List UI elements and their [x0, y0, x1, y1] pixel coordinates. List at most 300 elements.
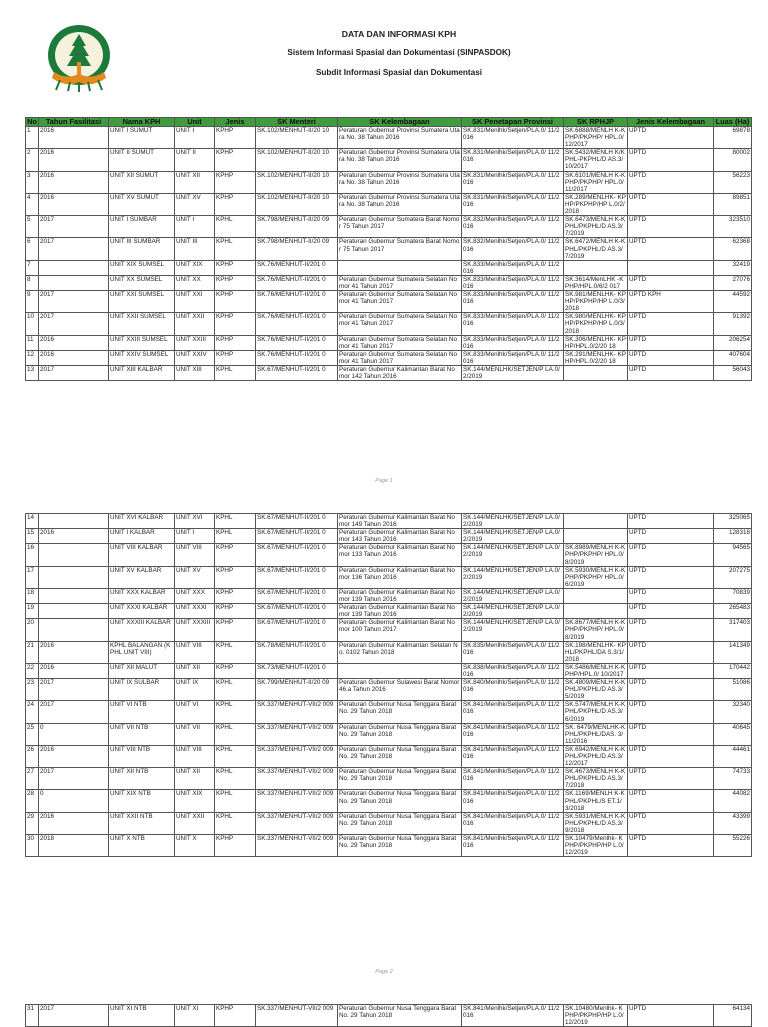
column-header-sk-rphjp: SK RPHJP — [564, 118, 628, 127]
table-row — [26, 291, 752, 313]
cell-tahun-fasilitasi: 2017 — [39, 238, 109, 260]
cell-no: 19 — [26, 604, 39, 619]
cell-jenis-kelembagaan: UPTD — [628, 149, 714, 171]
cell-tahun-fasilitasi: 2018 — [39, 835, 109, 857]
cell-no: 12 — [26, 350, 39, 365]
cell-jenis-kelembagaan: UPTD — [628, 619, 714, 641]
cell-jenis: KPHP — [215, 335, 256, 350]
cell-luas: 91392 — [714, 313, 752, 335]
cell-sk-menteri: SK.102/MENHUT-II/20 10 — [256, 127, 338, 149]
cell-jenis: KPHP — [215, 544, 256, 566]
cell-tahun-fasilitasi — [39, 544, 109, 566]
cell-sk-rphjp: SK.10479/Menlhk- KPHP/PKPHP/HP L.0/12/2019 — [564, 835, 628, 857]
cell-jenis-kelembagaan — [628, 260, 714, 275]
cell-sk-menteri: SK.67/MENHUT-II/201 0 — [256, 588, 338, 603]
cell-no: 3 — [26, 171, 39, 193]
table-row — [26, 335, 752, 350]
cell-sk-rphjp: SK.10480/Menlhk- KPHP/PKPHP/HP L.0/12/2019 — [564, 1005, 628, 1027]
cell-sk-menteri: SK.67/MENHUT-II/201 0 — [256, 604, 338, 619]
table-row — [26, 193, 752, 215]
cell-sk-kelembagaan: Peraturan Gubernur Nusa Tenggara Barat No. 29 Tahun 2018 — [338, 723, 462, 745]
cell-sk-penetapan-provinsi: SK.841/Menlhk/Setjen/PLA.0/ 11/2016 — [462, 768, 564, 790]
cell-jenis: KPHL — [215, 679, 256, 701]
table-header-row — [26, 118, 752, 127]
cell-sk-rphjp: SK.291/MENLHK- KPHP/HPL.0/2/20 18 — [565, 350, 626, 365]
table-row — [26, 1005, 752, 1027]
cell-sk-penetapan-provinsi: SK.840/Menlhk/Setjen/PLA.0/ 11/2016 — [462, 679, 564, 701]
cell-jenis: KPHL — [215, 745, 256, 767]
cell-nama-kph: UNIT XXII NTB — [109, 812, 175, 834]
cell-sk-kelembagaan: Peraturan Gubernur Nusa Tenggara Barat No. 29 Tahun 2018 — [338, 790, 462, 812]
cell-unit: UNIT XXIII — [175, 335, 215, 350]
cell-sk-rphjp — [564, 260, 628, 275]
cell-nama-kph: UNIT VIII NTB — [109, 745, 175, 767]
cell-unit: UNIT XX — [175, 275, 215, 290]
cell-no: 27 — [26, 768, 39, 790]
cell-sk-rphjp — [564, 514, 628, 529]
cell-sk-rphjp: SK.6472/MENLH K-KPHL/PKPHL/D AS.3/7/2019 — [564, 238, 628, 260]
cell-unit: UNIT XII — [175, 768, 215, 790]
cell-unit: UNIT IX — [175, 679, 215, 701]
cell-sk-penetapan-provinsi: SK.833/Menlhk/Setjen/PLA.0/ 11/2016 — [462, 350, 564, 365]
cell-unit: UNIT VI — [175, 701, 215, 723]
cell-unit: UNIT XI — [175, 1005, 215, 1027]
cell-no: 24 — [26, 701, 39, 723]
cell-luas: 40645 — [714, 723, 752, 745]
cell-unit: UNIT VII — [175, 723, 215, 745]
cell-sk-penetapan-provinsi: SK.833/Menlhk/Setjen/PLA.0/ 11/2016 — [462, 313, 564, 335]
cell-nama-kph: UNIT VI NTB — [109, 701, 175, 723]
cell-nama-kph: UNIT IX SULBAR — [109, 679, 175, 701]
cell-tahun-fasilitasi: 2016 — [39, 127, 109, 149]
cell-sk-kelembagaan — [338, 260, 462, 275]
cell-jenis: KPHP — [215, 291, 256, 313]
cell-jenis-kelembagaan: UPTD — [628, 350, 714, 365]
cell-sk-kelembagaan: Peraturan Gubernur Sumatera Selatan Nomor 41 Tahun 2017 — [338, 335, 462, 350]
cell-sk-kelembagaan: Peraturan Gubernur Provinsi Sumatera Utara No. 38 Tahun 2016 — [338, 171, 462, 193]
table-row — [26, 745, 752, 767]
cell-jenis: KPHL — [215, 812, 256, 834]
cell-luas: 55226 — [714, 835, 752, 857]
cell-nama-kph: UNIT I SUMUT — [109, 127, 175, 149]
cell-sk-menteri: SK.67/MENHUT-II/201 0 — [256, 544, 338, 566]
cell-jenis: KPHP — [215, 193, 256, 215]
cell-jenis: KPHP — [215, 260, 256, 275]
cell-sk-penetapan-provinsi: SK.144/MENLHK/SETJEN/P LA.0/2/2019 — [462, 544, 564, 566]
cell-sk-kelembagaan — [338, 663, 462, 678]
cell-no: 18 — [26, 588, 39, 603]
cell-no: 22 — [26, 663, 39, 678]
cell-sk-kelembagaan: Peraturan Gubernur Nusa Tenggara Barat No. 29 Tahun 2018 — [338, 812, 462, 834]
cell-sk-kelembagaan: Peraturan Gubernur Kalimantan Selatan No. 0102 Tahun 2018 — [338, 641, 462, 663]
cell-sk-menteri: SK.798/MENHUT-II/20 09 — [256, 216, 338, 238]
cell-sk-kelembagaan: Peraturan Gubernur Kalimantan Barat Nomor 139 Tahun 2016 — [338, 588, 462, 603]
cell-jenis: KPHP — [215, 835, 256, 857]
cell-sk-penetapan-provinsi: SK.841/Menlhk/Setjen/PLA.0/ 11/2016 — [462, 1005, 564, 1027]
table-row — [26, 127, 752, 149]
cell-jenis-kelembagaan: UPTD — [628, 812, 714, 834]
cell-sk-menteri: SK.67/MENHUT-II/201 0 — [256, 366, 338, 381]
cell-sk-rphjp: SK. 6479/MENLHK-K PHL/PKPHL/DAS. 3/11/2016 — [564, 723, 628, 745]
cell-unit: UNIT XIII — [175, 366, 215, 381]
cell-luas: 323510 — [714, 216, 752, 238]
cell-sk-rphjp: SK.4809/MENLH K-KPHL/PKPHL/D AS.3/5/2019 — [564, 679, 628, 701]
cell-luas: 141349 — [714, 641, 752, 663]
cell-sk-kelembagaan: Peraturan Gubernur Sumatera Barat Nomor 75 Tahun 2017 — [338, 238, 462, 260]
cell-unit: UNIT I — [175, 127, 215, 149]
table-row — [26, 366, 752, 381]
cell-unit: UNIT VIII — [175, 745, 215, 767]
cell-jenis-kelembagaan: UPTD — [628, 835, 714, 857]
cell-luas: 74733 — [714, 768, 752, 790]
cell-sk-menteri: SK.76/MENHUT-II/201 0 — [256, 275, 338, 290]
cell-no: 4 — [26, 193, 39, 215]
cell-no: 6 — [26, 238, 39, 260]
cell-sk-menteri: SK.337/MENHUT-VII/2 009 — [256, 745, 338, 767]
cell-jenis: KPHP — [215, 619, 256, 641]
cell-sk-rphjp: SK.980/MENLHK- KPHP/PKPHP/HP L.0/3/2018 — [565, 313, 626, 335]
cell-nama-kph: UNIT XI NTB — [109, 1005, 175, 1027]
cell-jenis-kelembagaan: UPTD — [628, 313, 714, 335]
cell-sk-penetapan-provinsi: SK.833/Menlhk/Setjen/PLA.0/ 11/2016 — [462, 260, 564, 275]
cell-no: 7 — [26, 260, 39, 275]
cell-nama-kph: UNIT II SUMUT — [109, 149, 175, 171]
cell-jenis: KPHL — [215, 529, 256, 544]
cell-no: 1 — [26, 127, 39, 149]
cell-tahun-fasilitasi: 2017 — [39, 313, 109, 335]
table-row — [26, 835, 752, 857]
cell-sk-kelembagaan: Peraturan Gubernur Sumatera Selatan Nomor 41 Tahun 2017 — [338, 275, 462, 290]
table-row — [26, 275, 752, 290]
cell-sk-rphjp: SK.6101/MENLH K-KPHP/PKPHP/ HPL.0/11/2017 — [564, 171, 628, 193]
column-header-jenis: Jenis — [215, 118, 256, 127]
cell-tahun-fasilitasi — [39, 514, 109, 529]
table-row — [26, 604, 752, 619]
cell-luas: 170442 — [714, 663, 752, 678]
cell-no: 25 — [26, 723, 39, 745]
cell-nama-kph: UNIT X NTB — [109, 835, 175, 857]
cell-sk-menteri: SK.73/MENHUT-II/201 0 — [256, 663, 338, 678]
cell-sk-menteri: SK.67/MENHUT-II/201 0 — [256, 619, 338, 641]
cell-luas: 80002 — [714, 149, 752, 171]
cell-nama-kph: UNIT XXX KALBAR — [109, 588, 175, 603]
cell-nama-kph: UNIT XV KALBAR — [109, 566, 175, 588]
cell-nama-kph: UNIT XII MALUT — [109, 663, 175, 678]
cell-sk-penetapan-provinsi: SK.144/MENLHK/SETJEN/P LA.0/2/2019 — [462, 529, 564, 544]
cell-jenis: KPHL — [215, 216, 256, 238]
cell-jenis-kelembagaan: UPTD — [628, 701, 714, 723]
cell-sk-rphjp: SK.1169/MENLH K-KPHL/PKPHL/S ET.1/3/2018 — [564, 790, 628, 812]
kph-data-table-page-1 — [25, 117, 752, 381]
cell-sk-penetapan-provinsi: SK.144/MENLHK/SETJEN/P LA.0/2/2019 — [462, 619, 564, 641]
cell-tahun-fasilitasi: 2016 — [39, 663, 109, 678]
cell-tahun-fasilitasi — [39, 275, 109, 290]
table-row — [26, 514, 752, 529]
cell-jenis-kelembagaan: UPTD — [628, 641, 714, 663]
page-number-2: Page 2 — [375, 969, 393, 975]
cell-unit: UNIT X — [175, 835, 215, 857]
cell-sk-menteri: SK.337/MENHUT-VII/2 009 — [256, 1005, 338, 1027]
cell-jenis-kelembagaan: UPTD — [628, 790, 714, 812]
table-row — [26, 350, 752, 365]
table-row — [26, 701, 752, 723]
cell-tahun-fasilitasi: 2017 — [39, 291, 109, 313]
cell-unit: UNIT XXXIII — [175, 619, 215, 641]
cell-unit: UNIT XV — [175, 193, 215, 215]
cell-sk-kelembagaan: Peraturan Gubernur Nusa Tenggara Barat No. 29 Tahun 2018 — [338, 701, 462, 723]
cell-no: 13 — [26, 366, 39, 381]
cell-sk-kelembagaan: Peraturan Gubernur Sumatera Selatan Nomor 41 Tahun 2017 — [338, 291, 462, 313]
cell-sk-menteri: SK.76/MENHUT-II/201 0 — [256, 260, 338, 275]
cell-sk-penetapan-provinsi: SK.832/Menlhk/Setjen/PLA.0/ 11/2016 — [462, 216, 564, 238]
cell-nama-kph: UNIT XXXIII KALBAR — [109, 619, 175, 641]
cell-luas: 44082 — [714, 790, 752, 812]
cell-sk-penetapan-provinsi: SK.841/Menlhk/Setjen/PLA.0/ 11/2016 — [462, 790, 564, 812]
cell-tahun-fasilitasi — [39, 619, 109, 641]
cell-jenis-kelembagaan: UPTD — [628, 366, 714, 381]
cell-tahun-fasilitasi: 2016 — [39, 335, 109, 350]
cell-sk-penetapan-provinsi: SK.144/MENLHK/SETJEN/P LA.0/2/2019 — [462, 366, 564, 381]
cell-nama-kph: UNIT XIX NTB — [109, 790, 175, 812]
cell-sk-penetapan-provinsi: SK.144/MENLHK/SETJEN/P LA.0/2/2019 — [462, 604, 564, 619]
cell-tahun-fasilitasi: 2017 — [39, 216, 109, 238]
table-row — [26, 619, 752, 641]
cell-sk-rphjp: SK.198/MENLHK- KPHL/PKPHL/DA S.3/1/2018 — [565, 641, 626, 663]
cell-sk-rphjp: SK.8677/MENLH K-KPHP/PKPHP/ HPL.0/8/2019 — [564, 619, 628, 641]
cell-luas: 70839 — [714, 588, 752, 603]
column-header-no: No — [27, 117, 37, 126]
cell-jenis: KPHL — [215, 701, 256, 723]
cell-sk-rphjp — [564, 604, 628, 619]
cell-sk-penetapan-provinsi: SK.144/MENLHK/SETJEN/P LA.0/2/2019 — [462, 514, 564, 529]
cell-jenis: KPHL — [215, 238, 256, 260]
cell-sk-kelembagaan: Peraturan Gubernur Nusa Tenggara Barat No. 29 Tahun 2018 — [338, 1005, 462, 1027]
cell-sk-menteri: SK.102/MENHUT-II/20 10 — [256, 193, 338, 215]
table-row — [26, 529, 752, 544]
cell-jenis-kelembagaan: UPTD — [628, 529, 714, 544]
cell-tahun-fasilitasi: 2016 — [39, 193, 109, 215]
cell-tahun-fasilitasi: 0 — [39, 723, 109, 745]
cell-sk-penetapan-provinsi: SK.841/Menlhk/Setjen/PLA.0/ 11/2016 — [462, 835, 564, 857]
cell-sk-penetapan-provinsi: SK.144/MENLHK/SETJEN/P LA.0/2/2019 — [462, 566, 564, 588]
cell-sk-menteri: SK.799/MENHUT-II/20 09 — [256, 679, 338, 701]
cell-sk-rphjp: SK.8989/MENLH K-KPHP/PKPHP/ HPL.0/8/2019 — [564, 544, 628, 566]
cell-nama-kph: UNIT XIX SUMSEL — [109, 260, 175, 275]
cell-jenis: KPHL — [215, 768, 256, 790]
cell-sk-kelembagaan: Peraturan Gubernur Nusa Tenggara Barat No. 29 Tahun 2018 — [338, 835, 462, 857]
cell-sk-penetapan-provinsi: SK.841/Menlhk/Setjen/PLA.0/ 11/2016 — [462, 812, 564, 834]
cell-jenis: KPHL — [215, 366, 256, 381]
cell-luas: 89851 — [714, 193, 752, 215]
cell-no: 23 — [26, 679, 39, 701]
cell-unit: UNIT XXX — [175, 588, 215, 603]
cell-no: 20 — [26, 619, 39, 641]
cell-jenis-kelembagaan: UPTD — [628, 679, 714, 701]
cell-tahun-fasilitasi: 2016 — [39, 641, 109, 663]
cell-tahun-fasilitasi: 2016 — [39, 812, 109, 834]
cell-nama-kph: UNIT XVI KALBAR — [109, 514, 175, 529]
cell-sk-menteri: SK.337/MENHUT-VII/2 009 — [256, 701, 338, 723]
cell-nama-kph: UNIT XX SUMSEL — [109, 275, 175, 290]
cell-unit: UNIT XII — [175, 171, 215, 193]
cell-sk-rphjp — [564, 588, 628, 603]
cell-sk-penetapan-provinsi: SK.831/Menlhk/Setjen/PLA.0/ 11/2016 — [462, 127, 564, 149]
table-row — [26, 723, 752, 745]
cell-no: 10 — [26, 313, 39, 335]
cell-jenis: KPHP — [215, 275, 256, 290]
table-row — [26, 663, 752, 678]
cell-tahun-fasilitasi: 2016 — [39, 350, 109, 365]
cell-sk-penetapan-provinsi: SK.831/Menlhk/Setjen/PLA.0/ 11/2016 — [462, 149, 564, 171]
cell-sk-rphjp: SK.5931/MENLH K-KPHL/PKPHL/D AS.3/9/2018 — [564, 812, 628, 834]
cell-unit: UNIT XXI — [175, 291, 215, 313]
cell-jenis: KPHP — [215, 171, 256, 193]
cell-unit: UNIT II — [175, 149, 215, 171]
cell-nama-kph: UNIT I SUMBAR — [109, 216, 175, 238]
page-number-1: Page 1 — [375, 478, 393, 484]
cell-sk-menteri: SK.78/MENHUT-II/201 0 — [256, 641, 338, 663]
document-subtitle: Sistem Informasi Spasial dan Dokumentasi (SINPASDOK) — [287, 48, 511, 57]
cell-sk-kelembagaan: Peraturan Gubernur Sulawesi Barat Nomor 46.a Tahun 2016 — [338, 679, 462, 701]
cell-luas: 51086 — [714, 679, 752, 701]
cell-sk-rphjp — [564, 366, 628, 381]
cell-no: 29 — [26, 812, 39, 834]
cell-no: 9 — [26, 291, 39, 313]
cell-nama-kph: UNIT XXXI KALBAR — [109, 604, 175, 619]
cell-sk-rphjp: SK.3614/MenLHK -KPHP/HPL.0/6/2 017 — [564, 275, 628, 290]
cell-sk-kelembagaan: Peraturan Gubernur Kalimantan Barat Nomor 100 Tahun 2017 — [338, 619, 462, 641]
cell-sk-rphjp: SK.5747/MENLH K-KPHL/PKPHL/D AS.3/6/2019 — [564, 701, 628, 723]
cell-jenis-kelembagaan: UPTD — [628, 663, 714, 678]
cell-jenis-kelembagaan: UPTD — [628, 768, 714, 790]
cell-sk-menteri: SK.76/MENHUT-II/201 0 — [256, 335, 338, 350]
document-title: DATA DAN INFORMASI KPH — [341, 29, 457, 39]
table-row — [26, 260, 752, 275]
cell-luas: 317403 — [714, 619, 752, 641]
cell-sk-menteri: SK.337/MENHUT-VII/2 009 — [256, 812, 338, 834]
cell-luas: 56223 — [714, 171, 752, 193]
cell-unit: UNIT XVI — [175, 514, 215, 529]
cell-sk-rphjp: SK.981/MENLHK- KPHP/PKPHP/HP L.0/3/2018 — [565, 291, 626, 313]
cell-jenis: KPHL — [215, 790, 256, 812]
cell-sk-kelembagaan: Peraturan Gubernur Provinsi Sumatera Utara No. 38 Tahun 2016 — [338, 127, 462, 149]
cell-sk-kelembagaan: Peraturan Gubernur Kalimantan Barat Nomor 149 Tahun 2016 — [338, 514, 462, 529]
cell-sk-kelembagaan: Peraturan Gubernur Nusa Tenggara Barat No. 29 Tahun 2018 — [338, 745, 462, 767]
cell-unit: UNIT I — [175, 216, 215, 238]
table-row — [26, 313, 752, 335]
cell-tahun-fasilitasi: 2017 — [39, 679, 109, 701]
cell-sk-kelembagaan: Peraturan Gubernur Sumatera Barat Nomor 75 Tahun 2017 — [338, 216, 462, 238]
cell-jenis: KPHP — [215, 663, 256, 678]
cell-jenis: KPHP — [215, 313, 256, 335]
cell-sk-kelembagaan: Peraturan Gubernur Provinsi Sumatera Utara No. 38 Tahun 2016 — [338, 193, 462, 215]
cell-tahun-fasilitasi: 2016 — [39, 149, 109, 171]
cell-jenis: KPHL — [215, 723, 256, 745]
cell-tahun-fasilitasi — [39, 566, 109, 588]
cell-unit: UNIT XIX — [175, 790, 215, 812]
cell-nama-kph: UNIT XXIV SUMSEL — [109, 350, 175, 365]
cell-sk-rphjp: SK.6942/MENLH K-KPHL/PKPHL/D AS.3/12/2017 — [564, 745, 628, 767]
cell-luas: 44461 — [714, 745, 752, 767]
cell-nama-kph: UNIT XXI SUMSEL — [109, 291, 175, 313]
cell-jenis-kelembagaan: UPTD — [628, 216, 714, 238]
cell-luas: 207275 — [714, 566, 752, 588]
cell-sk-rphjp: SK.289/MENLHK- KPHP/PKPHP/HP L.0/2/2018 — [565, 193, 626, 216]
cell-unit: UNIT XV — [175, 566, 215, 588]
cell-nama-kph: UNIT XV SUMUT — [109, 193, 175, 215]
cell-sk-menteri: SK.102/MENHUT-II/20 10 — [256, 171, 338, 193]
table-row — [26, 588, 752, 603]
cell-sk-rphjp: SK.5432/MENLH K/KPHL-PKPHL/D AS.3/10/2017 — [564, 149, 628, 171]
table-row — [26, 812, 752, 834]
cell-jenis: KPHP — [215, 566, 256, 588]
cell-unit: UNIT XII — [175, 663, 215, 678]
column-header-sk-menteri: SK Menteri — [256, 118, 338, 127]
cell-sk-penetapan-provinsi: SK.833/Menlhk/Setjen/PLA.0/ 11/2016 — [462, 275, 564, 290]
cell-jenis-kelembagaan: UPTD — [628, 566, 714, 588]
cell-sk-penetapan-provinsi: SK.841/Menlhk/Setjen/PLA.0/ 11/2016 — [462, 723, 564, 745]
cell-tahun-fasilitasi — [39, 260, 109, 275]
cell-jenis-kelembagaan: UPTD KPH — [628, 291, 714, 313]
cell-tahun-fasilitasi — [39, 588, 109, 603]
table-row — [26, 171, 752, 193]
column-header-tahun-fasilitasi: Tahun Fasilitasi — [39, 118, 109, 127]
cell-sk-penetapan-provinsi: SK.841/Menlhk/Setjen/PLA.0/ 11/2016 — [462, 701, 564, 723]
cell-no: 30 — [26, 835, 39, 857]
column-header-luas: Luas (Ha) — [714, 118, 752, 127]
cell-tahun-fasilitasi: 2016 — [39, 745, 109, 767]
cell-tahun-fasilitasi: 2016 — [39, 171, 109, 193]
cell-luas: 27076 — [714, 275, 752, 290]
cell-no: 26 — [26, 745, 39, 767]
cell-unit: UNIT XXII — [175, 313, 215, 335]
cell-nama-kph: UNIT XXIII SUMSEL — [109, 335, 175, 350]
cell-tahun-fasilitasi — [39, 604, 109, 619]
column-header-unit: Unit — [175, 118, 215, 127]
cell-sk-kelembagaan: Peraturan Gubernur Kalimantan Barat Nomor 142 Tahun 2016 — [338, 366, 462, 381]
cell-luas: 265483 — [714, 604, 752, 619]
kph-data-table-page-2 — [25, 513, 752, 857]
column-header-jenis-kelembagaan: Jenis Kelembagaan — [628, 118, 714, 127]
cell-jenis-kelembagaan: UPTD — [628, 238, 714, 260]
column-header-nama-kph: Nama KPH — [109, 118, 175, 127]
cell-luas: 62368 — [714, 238, 752, 260]
cell-jenis-kelembagaan: UPTD — [628, 275, 714, 290]
cell-sk-penetapan-provinsi: SK.841/Menlhk/Setjen/PLA.0/ 11/2016 — [462, 745, 564, 767]
cell-no: 14 — [26, 514, 39, 529]
cell-tahun-fasilitasi: 0 — [39, 790, 109, 812]
cell-sk-kelembagaan: Peraturan Gubernur Kalimantan Barat Nomor 133 Tahun 2016 — [338, 544, 462, 566]
cell-sk-penetapan-provinsi: SK.144/MENLHK/SETJEN/P LA.0/2/2019 — [462, 588, 564, 603]
cell-sk-menteri: SK.337/MENHUT-VII/2 009 — [256, 790, 338, 812]
cell-luas: 325065 — [714, 514, 752, 529]
cell-sk-menteri: SK.337/MENHUT-VII/2 009 — [256, 835, 338, 857]
cell-sk-menteri: SK.337/MENHUT-VII/2 009 — [256, 768, 338, 790]
cell-luas: 407604 — [714, 350, 752, 365]
table-row — [26, 768, 752, 790]
cell-no: 16 — [26, 544, 39, 566]
cell-tahun-fasilitasi: 2016 — [39, 529, 109, 544]
cell-sk-penetapan-provinsi: SK.832/Menlhk/Setjen/PLA.0/ 11/2016 — [462, 238, 564, 260]
table-row — [26, 790, 752, 812]
cell-no: 21 — [26, 641, 39, 663]
cell-jenis: KPHP — [215, 127, 256, 149]
cell-sk-penetapan-provinsi: SK.831/Menlhk/Setjen/PLA.0/ 11/2016 — [462, 193, 564, 215]
cell-nama-kph: UNIT I KALBAR — [109, 529, 175, 544]
table-row — [26, 216, 752, 238]
cell-sk-penetapan-provinsi: SK.833/Menlhk/Setjen/PLA.0/ 11/2016 — [462, 335, 564, 350]
cell-nama-kph: UNIT XII SUMUT — [109, 171, 175, 193]
